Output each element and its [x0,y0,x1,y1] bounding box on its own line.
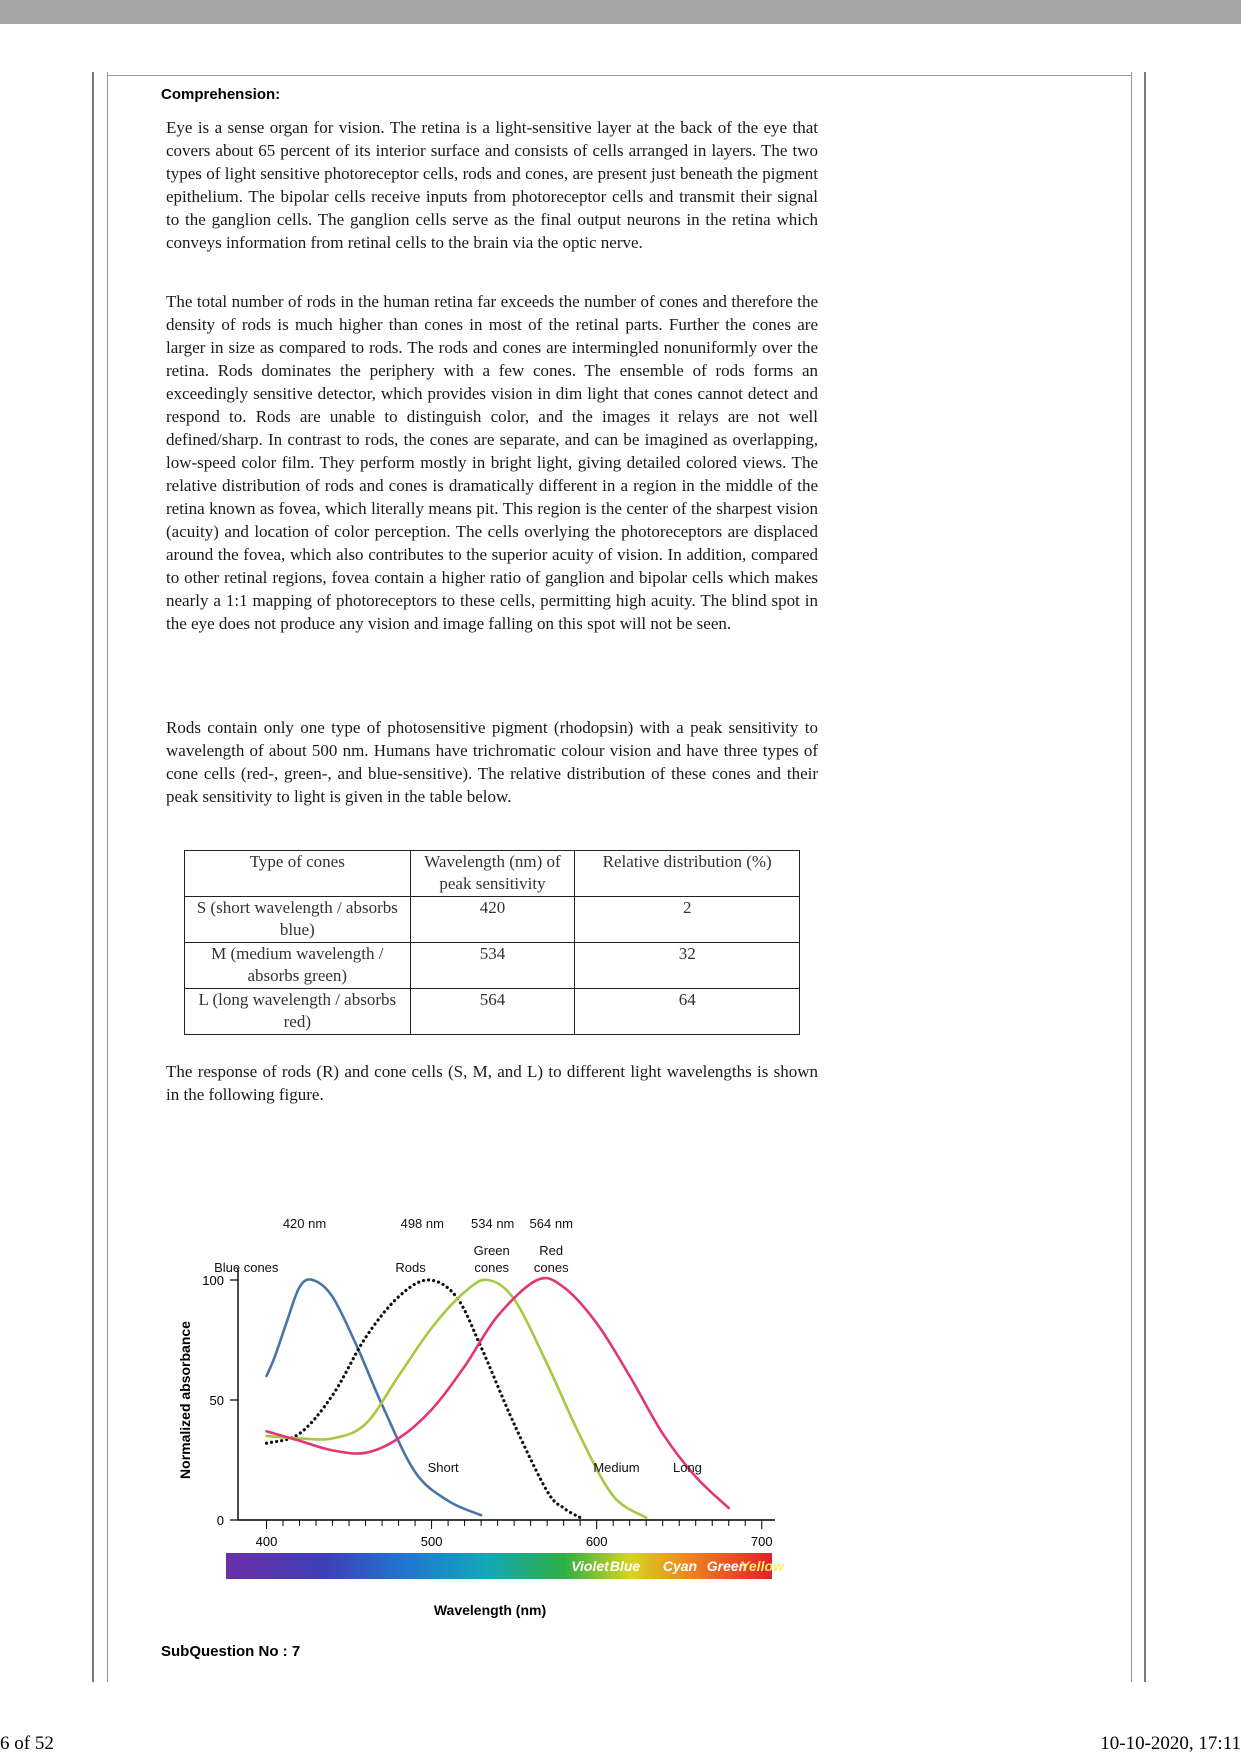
comprehension-heading: Comprehension: [161,86,281,103]
x-tick-label: 500 [420,1534,443,1549]
table-header-row [185,851,800,897]
curve-name-label: Green [473,1243,510,1258]
frame-border-right [1144,72,1146,1682]
frame-border-left-inner [107,72,108,1682]
paragraph-1: Eye is a sense organ for vision. The retina is a light-sensitive layer at the back of the eye that covers about 65 percent of its interior surface and consists of cells arranged in layers. The two types of light sensitive photoreceptor cells, rods and cones, are present just beneath the pigment epithelium. The bipolar cells receive inputs from photoreceptor cells and transmit their signal to the ganglion cells. The ganglion cells serve as the final output neurons in the retina which conveys information from retinal cells to the brain via the optic nerve. [166,118,818,252]
table-cell: L (long wavelength / absorbs red) [185,989,411,1035]
curve-name-label: Red [539,1243,564,1258]
peak-wavelength-label: 534 nm [471,1216,515,1231]
y-tick-label: 100 [202,1273,224,1288]
cone-table [184,850,800,1035]
spectrum-label: Red [784,1558,812,1574]
table-cell: M (medium wavelength / absorbs green) [185,943,411,989]
page-number: 6 of 52 [0,1733,54,1754]
x-tick-label: 400 [255,1534,278,1549]
table-cell: 534 [410,943,575,989]
response-type-label: Short [427,1460,459,1475]
table-header-cell: Relative distribution (%) [575,851,800,897]
top-bar [0,0,1241,24]
paragraph-3: Rods contain only one type of photosensitive pigment (rhodopsin) with a peak sensitivity to wavelength of about 500 nm. Humans have trichromatic colour vision and have three types of cone cells (red-, green-, and blue-sensitive). The relative distribution of these cones and their peak sensitivity to light is given in the table below. [166,718,818,806]
spectrum-label: Cyan [662,1558,698,1574]
spectrum-label: Violet [571,1558,609,1574]
response-type-label: Long [672,1460,702,1475]
y-tick-label: 0 [216,1513,224,1528]
table-row [185,943,800,989]
subquestion-label: SubQuestion No : 7 [161,1643,301,1660]
table-cell: 420 [410,897,575,943]
peak-wavelength-label: 564 nm [529,1216,573,1231]
table-cell: S (short wavelength / absorbs blue) [185,897,411,943]
curve-blue-cones [267,1279,482,1515]
x-axis-label: Wavelength (nm) [433,1602,547,1618]
table-cell: 2 [575,897,800,943]
x-tick-label: 600 [585,1534,608,1549]
y-tick-label: 50 [209,1393,224,1408]
curve-red-cones [267,1278,729,1508]
frame-border-right-inner [1131,72,1132,1682]
y-axis-label: Normalized absorbance [177,1321,193,1479]
paragraph-2: The total number of rods in the human retina far exceeds the number of cones and therefore the density of rods is much higher than cones in most of the retinal parts. Further the cones are larger in size as compared to rods. The rods and cones are intermingled nonuniformly over the retina. Rods dominates the periphery with a few cones. The ensemble of rods forms an exceedingly sensitive detector, which provides vision in dim light that cones cannot detect and respond to. Rods are unable to distinguish color, and the images it relays are not well defined/sharp. In contrast to rods, the cones are separate, and can be imagined as overlapping, low-speed color film. They perform mostly in bright light, giving detailed colored views. The relative distribution of rods and cones is dramatically different in a region in the middle of the retina known as fovea, which literally means pit. This region is the center of the sharpest vision (acuity) and location of color perception. The cells overlying the photoreceptors are displaced around the fovea, which also contributes to the superior acuity of vision. In addition, compared to other retinal regions, fovea contain a higher ratio of ganglion and bipolar cells which makes nearly a 1:1 mapping of photoreceptors to these cells, permitting high acuity. The blind spot in the eye does not produce any vision and image falling on this spot will not be seen. [166,292,818,633]
curve-name-label: cones [533,1260,569,1275]
response-type-label: Medium [593,1460,640,1475]
curve-name-label: cones [474,1260,510,1275]
table-cell: 564 [410,989,575,1035]
frame-border-left [92,72,94,1682]
curve-name-label: Blue cones [214,1260,279,1275]
timestamp: 10-10-2020, 17:11 [1100,1733,1241,1754]
curve-name-label: Rods [395,1260,426,1275]
table-header-cell: Type of cones [185,851,411,897]
peak-wavelength-label: 498 nm [400,1216,444,1231]
spectrum-label: Green [706,1558,748,1574]
absorbance-chart [150,1200,812,1620]
peak-wavelength-label: 420 nm [282,1216,327,1231]
paragraph-4: The response of rods (R) and cone cells (S, M, and L) to different light wavelengths is shown in the following figure. [166,1062,818,1104]
table-cell: 32 [575,943,800,989]
table-cell: 64 [575,989,800,1035]
spectrum-label: Yellow [740,1558,784,1574]
x-tick-label: 700 [750,1534,773,1549]
frame-border-top [107,75,1132,76]
table-header-cell: Wavelength (nm) of peak sensitivity [410,851,575,897]
table-row [185,897,800,943]
spectrum-label: Blue [609,1558,641,1574]
table-row [185,989,800,1035]
